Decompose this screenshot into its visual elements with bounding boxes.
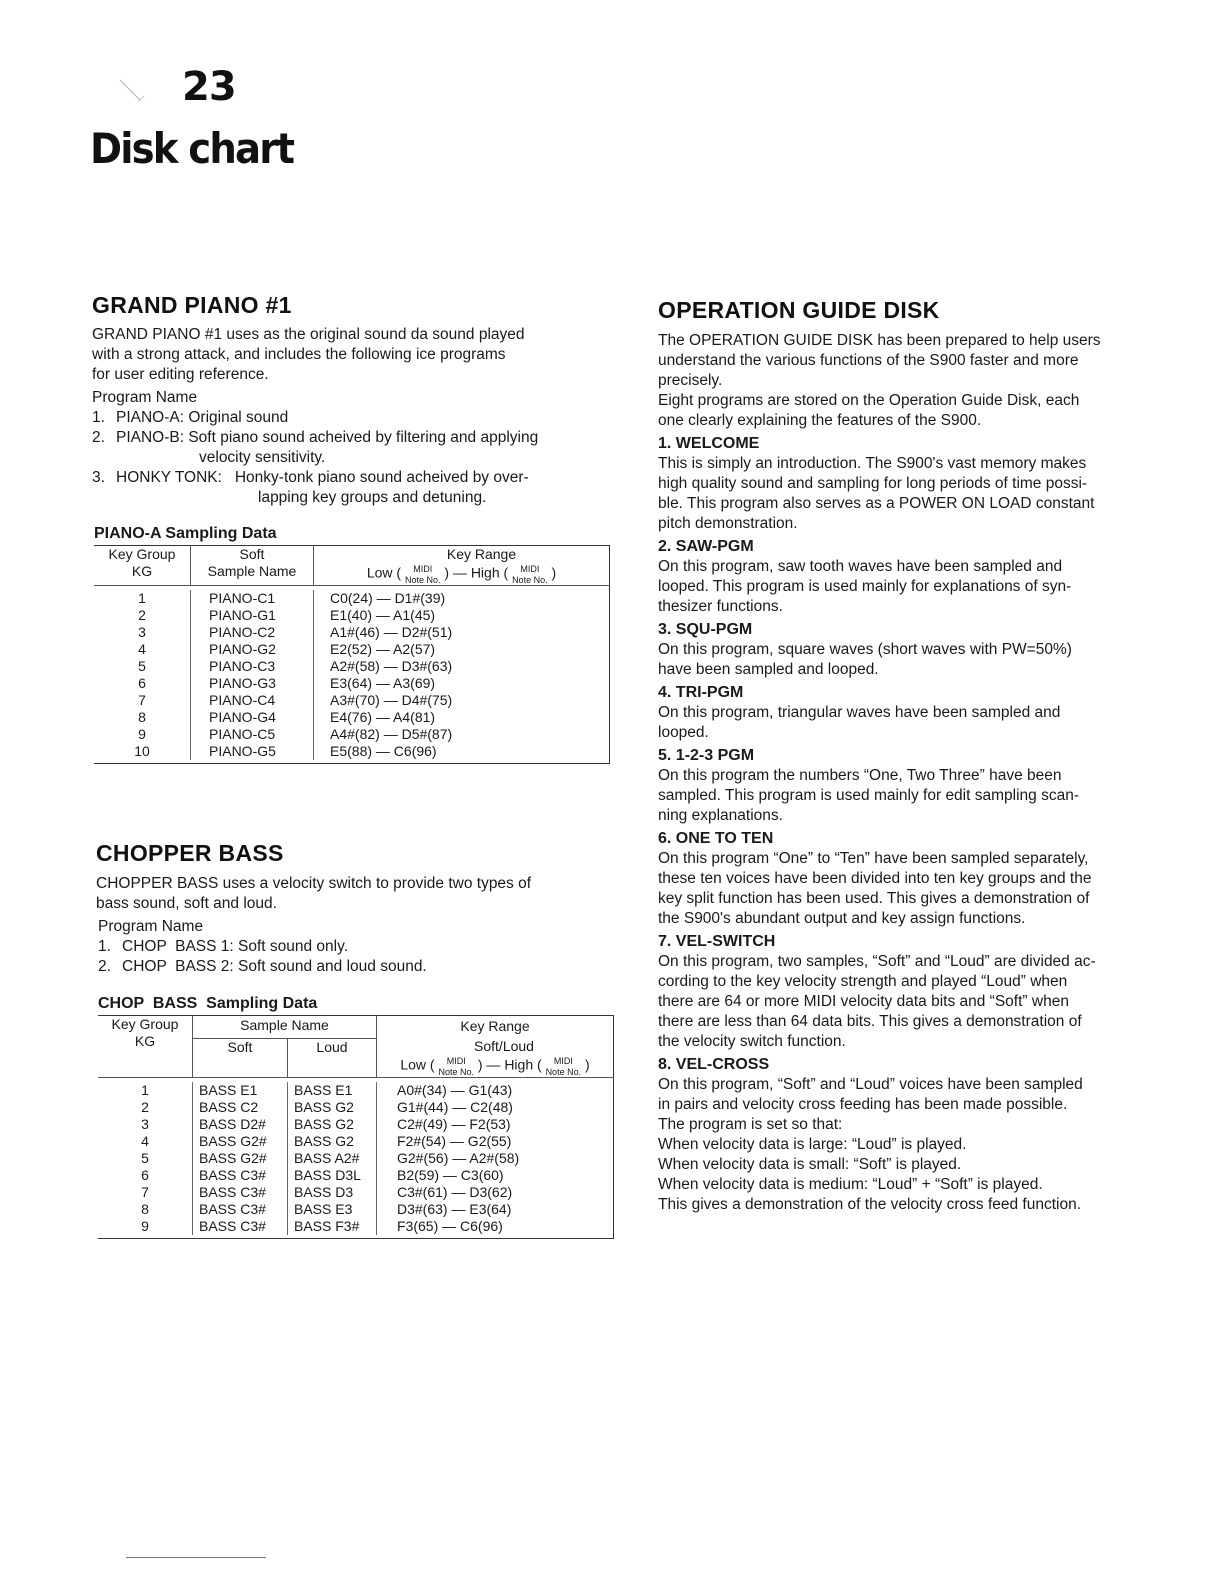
guide-item-line: On this program, saw tooth waves have been sampled and xyxy=(658,558,1063,575)
table-row xyxy=(94,590,610,607)
list-text: CHOP BASS 2: Soft sound and loud sound. xyxy=(122,958,427,975)
header-label: Sample Name xyxy=(207,563,297,579)
guide-item-title: 3. SQU-PGM xyxy=(658,621,753,638)
header-low: Low ( xyxy=(400,1056,435,1073)
header-key-group xyxy=(94,546,191,586)
table-row xyxy=(98,1116,614,1133)
chapter-number: 23 xyxy=(182,64,236,110)
list-number: 1. xyxy=(98,938,111,955)
cell-kg: 3 xyxy=(94,624,191,641)
cell-sample: PIANO-G3 xyxy=(191,675,314,692)
cell-loud: BASS E1 xyxy=(288,1082,377,1099)
guide-item-line: key split function has been used. This gives a demonstration of xyxy=(658,890,1090,907)
list-item xyxy=(92,428,614,448)
guide-item xyxy=(658,683,1186,743)
cell-soft: BASS C3# xyxy=(193,1218,288,1235)
header-note-no: Note No. xyxy=(512,575,548,585)
cell-range: E5(88) — C6(96) xyxy=(330,743,437,759)
intro-line: for user editing reference. xyxy=(92,366,269,383)
cell-soft: BASS G2# xyxy=(193,1150,288,1167)
list-item xyxy=(92,408,614,428)
guide-item-line: When velocity data is small: “Soft” is played. xyxy=(658,1156,962,1173)
intro-line: Eight programs are stored on the Operation Guide Disk, each xyxy=(658,392,1080,409)
cell-kg: 9 xyxy=(94,726,191,743)
cell-sample: PIANO-G4 xyxy=(191,709,314,726)
intro-line: CHOPPER BASS uses a velocity switch to provide two types of xyxy=(96,875,532,892)
cell-kg: 6 xyxy=(94,675,191,692)
header-label: Key Group xyxy=(108,546,176,562)
guide-item xyxy=(658,746,1186,826)
chopper-bass-program-list xyxy=(96,937,618,977)
guide-item xyxy=(658,1055,1186,1215)
table-row xyxy=(98,1133,614,1150)
guide-item-line: the S900's abundant output and key assign functions. xyxy=(658,910,1026,927)
guide-item-line: sampled. This program is used mainly for edit sampling scan- xyxy=(658,787,1079,804)
header-key-group xyxy=(98,1016,193,1078)
table-row xyxy=(94,675,610,692)
guide-item-title: 5. 1-2-3 PGM xyxy=(658,747,755,764)
header-note-no: Note No. xyxy=(438,1067,474,1077)
cell-kg: 4 xyxy=(94,641,191,658)
cell-range: A3#(70) — D4#(75) xyxy=(330,692,453,708)
header-label: KG xyxy=(134,1033,156,1049)
guide-item-line: the velocity switch function. xyxy=(658,1033,846,1050)
cell-sample: PIANO-C2 xyxy=(191,624,314,641)
header-midi: MIDI xyxy=(446,1056,466,1066)
cell-range: G2#(56) — A2#(58) xyxy=(397,1150,520,1166)
list-text: PIANO-A: Original sound xyxy=(116,409,289,426)
guide-item-line: This is simply an introduction. The S900's vast memory makes xyxy=(658,455,1087,472)
cell-range: F3(65) — C6(96) xyxy=(397,1218,503,1234)
cell-loud: BASS G2 xyxy=(288,1133,377,1150)
grand-piano-intro xyxy=(92,325,614,385)
cell-kg: 4 xyxy=(98,1133,193,1150)
table-row xyxy=(98,1201,614,1218)
header-range-formula xyxy=(381,1055,609,1077)
cell-kg: 8 xyxy=(94,709,191,726)
list-number: 2. xyxy=(98,958,111,975)
cell-loud: BASS D3 xyxy=(288,1184,377,1201)
guide-item-line: On this program, two samples, “Soft” and “Loud” are divided ac- xyxy=(658,953,1096,970)
cell-sample: PIANO-C4 xyxy=(191,692,314,709)
guide-item-line: these ten voices have been divided into ten key groups and the xyxy=(658,870,1092,887)
guide-item-line: This gives a demonstration of the velocity cross feed function. xyxy=(658,1196,1082,1213)
cell-range: E1(40) — A1(45) xyxy=(330,607,436,623)
header-sample-name: Sample Name xyxy=(193,1016,377,1039)
table-row xyxy=(98,1218,614,1235)
header-soft-loud xyxy=(377,1038,614,1078)
header-high: ) — High ( xyxy=(477,1056,542,1073)
table-caption: PIANO-A Sampling Data xyxy=(94,525,277,542)
cell-range: E2(52) — A2(57) xyxy=(330,641,436,657)
intro-line: understand the various functions of the S900 faster and more xyxy=(658,352,1079,369)
intro-line: GRAND PIANO #1 uses as the original sound da sound played xyxy=(92,326,525,343)
table-row xyxy=(98,1099,614,1116)
guide-item-title: 4. TRI-PGM xyxy=(658,684,744,701)
header-key-range: Key Range xyxy=(460,1018,530,1034)
guide-item-line: ble. This program also serves as a POWER ON LOAD constant xyxy=(658,495,1095,512)
header-key-range xyxy=(314,546,610,586)
cell-sample: PIANO-C5 xyxy=(191,726,314,743)
guide-item-line: looped. This program is used mainly for explanations of syn- xyxy=(658,578,1072,595)
header-loud: Loud xyxy=(288,1038,377,1078)
grand-piano-program-list xyxy=(92,408,614,508)
guide-item-line: On this program, “Soft” and “Loud” voices have been sampled xyxy=(658,1076,1083,1093)
operation-guide-heading: OPERATION GUIDE DISK xyxy=(658,297,940,323)
guide-item-line: there are 64 or more MIDI velocity data bits and “Soft” when xyxy=(658,993,1069,1010)
list-text: HONKY TONK: Honky-tonk piano sound acheived by over- xyxy=(116,469,529,486)
table-row xyxy=(94,692,610,709)
page-title: Disk chart xyxy=(90,124,294,173)
cell-loud: BASS G2 xyxy=(288,1116,377,1133)
cell-loud: BASS A2# xyxy=(288,1150,377,1167)
table-row xyxy=(94,726,610,743)
chop-bass-table-block xyxy=(98,995,618,1239)
list-item xyxy=(98,957,618,977)
table-row xyxy=(94,709,610,726)
header-note-no: Note No. xyxy=(404,575,441,585)
cell-range: A1#(46) — D2#(51) xyxy=(330,624,453,640)
cell-soft: BASS D2# xyxy=(193,1116,288,1133)
guide-item-line: On this program, triangular waves have been sampled and xyxy=(658,704,1061,721)
guide-item-line: When velocity data is medium: “Loud” + “Soft” is played. xyxy=(658,1176,1043,1193)
cell-loud: BASS G2 xyxy=(288,1099,377,1116)
list-continuation: velocity sensitivity. xyxy=(199,449,326,466)
cell-soft: BASS G2# xyxy=(193,1133,288,1150)
cell-range: C2#(49) — F2(53) xyxy=(397,1116,511,1132)
header-label: Key Range xyxy=(446,546,517,562)
program-name-label: Program Name xyxy=(92,389,198,406)
cell-sample: PIANO-G2 xyxy=(191,641,314,658)
guide-item-line: there are less than 64 data bits. This gives a demonstration of xyxy=(658,1013,1082,1030)
operation-guide-section xyxy=(658,297,1186,1215)
header-low: Low ( xyxy=(366,564,402,581)
cell-soft: BASS C3# xyxy=(193,1184,288,1201)
intro-line: with a strong attack, and includes the following ice programs xyxy=(92,346,506,363)
chop-bass-sampling-table xyxy=(98,1015,614,1239)
cell-range: B2(59) — C3(60) xyxy=(397,1167,504,1183)
program-name-label: Program Name xyxy=(98,918,204,935)
cell-kg: 10 xyxy=(94,743,191,760)
intro-line: The OPERATION GUIDE DISK has been prepared to help users xyxy=(658,332,1101,349)
table-row xyxy=(94,607,610,624)
header-label: Soft/Loud xyxy=(474,1038,534,1054)
table-row xyxy=(98,1082,614,1099)
list-continuation: lapping key groups and detuning. xyxy=(258,489,487,506)
table-header-row xyxy=(98,1016,614,1039)
guide-item-line: high quality sound and sampling for long periods of time possi- xyxy=(658,475,1088,492)
cell-soft: BASS C3# xyxy=(193,1167,288,1184)
piano-a-table-block xyxy=(94,525,614,764)
guide-item-line: On this program the numbers “One, Two Three” have been xyxy=(658,767,1062,784)
cell-range: C0(24) — D1#(39) xyxy=(330,590,446,606)
cell-loud: BASS E3 xyxy=(288,1201,377,1218)
list-number: 2. xyxy=(92,429,105,446)
guide-item-line: cording to the key velocity strength and played “Loud” when xyxy=(658,973,1068,990)
guide-item xyxy=(658,620,1186,680)
cell-kg: 1 xyxy=(98,1082,193,1099)
header-label: KG xyxy=(131,563,153,579)
guide-item-title: 1. WELCOME xyxy=(658,435,760,452)
cell-range: E4(76) — A4(81) xyxy=(330,709,436,725)
operation-guide-intro xyxy=(658,331,1186,431)
cell-range: A4#(82) — D5#(87) xyxy=(330,726,453,742)
header-label: Key Group xyxy=(111,1016,179,1032)
cell-kg: 3 xyxy=(98,1116,193,1133)
cell-soft: BASS C2 xyxy=(193,1099,288,1116)
list-item xyxy=(92,468,614,488)
chapter-corner-mark xyxy=(118,78,154,106)
list-text: CHOP BASS 1: Soft sound only. xyxy=(122,938,349,955)
intro-line: one clearly explaining the features of the S900. xyxy=(658,412,982,429)
guide-item-line: When velocity data is large: “Loud” is played. xyxy=(658,1136,967,1153)
header-label: Soft xyxy=(239,546,265,562)
grand-piano-section xyxy=(92,292,614,764)
guide-item-title: 7. VEL-SWITCH xyxy=(658,933,776,950)
guide-item xyxy=(658,932,1186,1052)
chopper-bass-heading: CHOPPER BASS xyxy=(96,840,284,866)
cell-sample: PIANO-C1 xyxy=(191,590,314,607)
table-header-row xyxy=(94,546,610,586)
cell-kg: 7 xyxy=(94,692,191,709)
cell-range: D3#(63) — E3(64) xyxy=(397,1201,512,1217)
cell-soft: BASS E1 xyxy=(193,1082,288,1099)
list-text: PIANO-B: Soft piano sound acheived by filtering and applying xyxy=(116,429,539,446)
cell-kg: 7 xyxy=(98,1184,193,1201)
header-midi: MIDI xyxy=(520,564,540,574)
intro-line: precisely. xyxy=(658,372,723,389)
table-row xyxy=(94,743,610,760)
table-row xyxy=(94,641,610,658)
chopper-bass-intro xyxy=(96,874,618,914)
cell-range: F2#(54) — G2(55) xyxy=(397,1133,512,1149)
table-row xyxy=(98,1150,614,1167)
piano-a-sampling-table xyxy=(94,545,610,764)
cell-range: G1#(44) — C2(48) xyxy=(397,1099,513,1115)
cell-kg: 2 xyxy=(94,607,191,624)
cell-kg: 6 xyxy=(98,1167,193,1184)
guide-item-line: On this program, square waves (short waves with PW=50%) xyxy=(658,641,1072,658)
cell-soft: BASS C3# xyxy=(193,1201,288,1218)
table-row xyxy=(94,624,610,641)
guide-item-line: The program is set so that: xyxy=(658,1116,843,1133)
guide-item-line: On this program “One” to “Ten” have been sampled separately, xyxy=(658,850,1089,867)
header-soft: Soft xyxy=(193,1038,288,1078)
header-sample-name xyxy=(191,546,314,586)
cell-loud: BASS D3L xyxy=(288,1167,377,1184)
guide-item-title: 6. ONE TO TEN xyxy=(658,830,774,847)
cell-range: A2#(58) — D3#(63) xyxy=(330,658,453,674)
table-caption: CHOP BASS Sampling Data xyxy=(98,995,318,1012)
cell-range: C3#(61) — D3(62) xyxy=(397,1184,513,1200)
header-close: ) xyxy=(551,564,557,581)
guide-item-line: in pairs and velocity cross feeding has been made possible. xyxy=(658,1096,1068,1113)
list-item xyxy=(98,937,618,957)
cell-range: E3(64) — A3(69) xyxy=(330,675,436,691)
cell-sample: PIANO-C3 xyxy=(191,658,314,675)
cell-kg: 2 xyxy=(98,1099,193,1116)
table-row xyxy=(94,658,610,675)
guide-item-title: 8. VEL-CROSS xyxy=(658,1056,770,1073)
list-number: 3. xyxy=(92,469,105,486)
cell-kg: 5 xyxy=(94,658,191,675)
intro-line: bass sound, soft and loud. xyxy=(96,895,277,912)
guide-item xyxy=(658,434,1186,534)
guide-item-title: 2. SAW-PGM xyxy=(658,538,754,555)
cell-kg: 9 xyxy=(98,1218,193,1235)
grand-piano-heading: GRAND PIANO #1 xyxy=(92,292,292,318)
cell-loud: BASS F3# xyxy=(288,1218,377,1235)
cell-range: A0#(34) — G1(43) xyxy=(397,1082,513,1098)
guide-item-line: pitch demonstration. xyxy=(658,515,798,532)
header-range-formula xyxy=(318,563,605,585)
cell-kg: 8 xyxy=(98,1201,193,1218)
guide-item xyxy=(658,829,1186,929)
footer-rule xyxy=(126,1557,266,1558)
guide-item-line: have been sampled and looped. xyxy=(658,661,879,678)
header-midi: MIDI xyxy=(553,1056,573,1066)
cell-kg: 1 xyxy=(94,590,191,607)
guide-item-line: ning explanations. xyxy=(658,807,783,824)
list-number: 1. xyxy=(92,409,105,426)
header-close: ) xyxy=(584,1056,590,1073)
header-high: ) — High ( xyxy=(444,564,509,581)
guide-item xyxy=(658,537,1186,617)
table-row xyxy=(98,1184,614,1201)
guide-item-line: thesizer functions. xyxy=(658,598,783,615)
header-note-no: Note No. xyxy=(545,1067,582,1077)
cell-kg: 5 xyxy=(98,1150,193,1167)
chopper-bass-section xyxy=(96,840,618,1239)
cell-sample: PIANO-G1 xyxy=(191,607,314,624)
table-row xyxy=(98,1167,614,1184)
guide-item-line: looped. xyxy=(658,724,709,741)
header-midi: MIDI xyxy=(413,564,433,574)
operation-guide-items xyxy=(658,434,1186,1215)
cell-sample: PIANO-G5 xyxy=(191,743,314,760)
